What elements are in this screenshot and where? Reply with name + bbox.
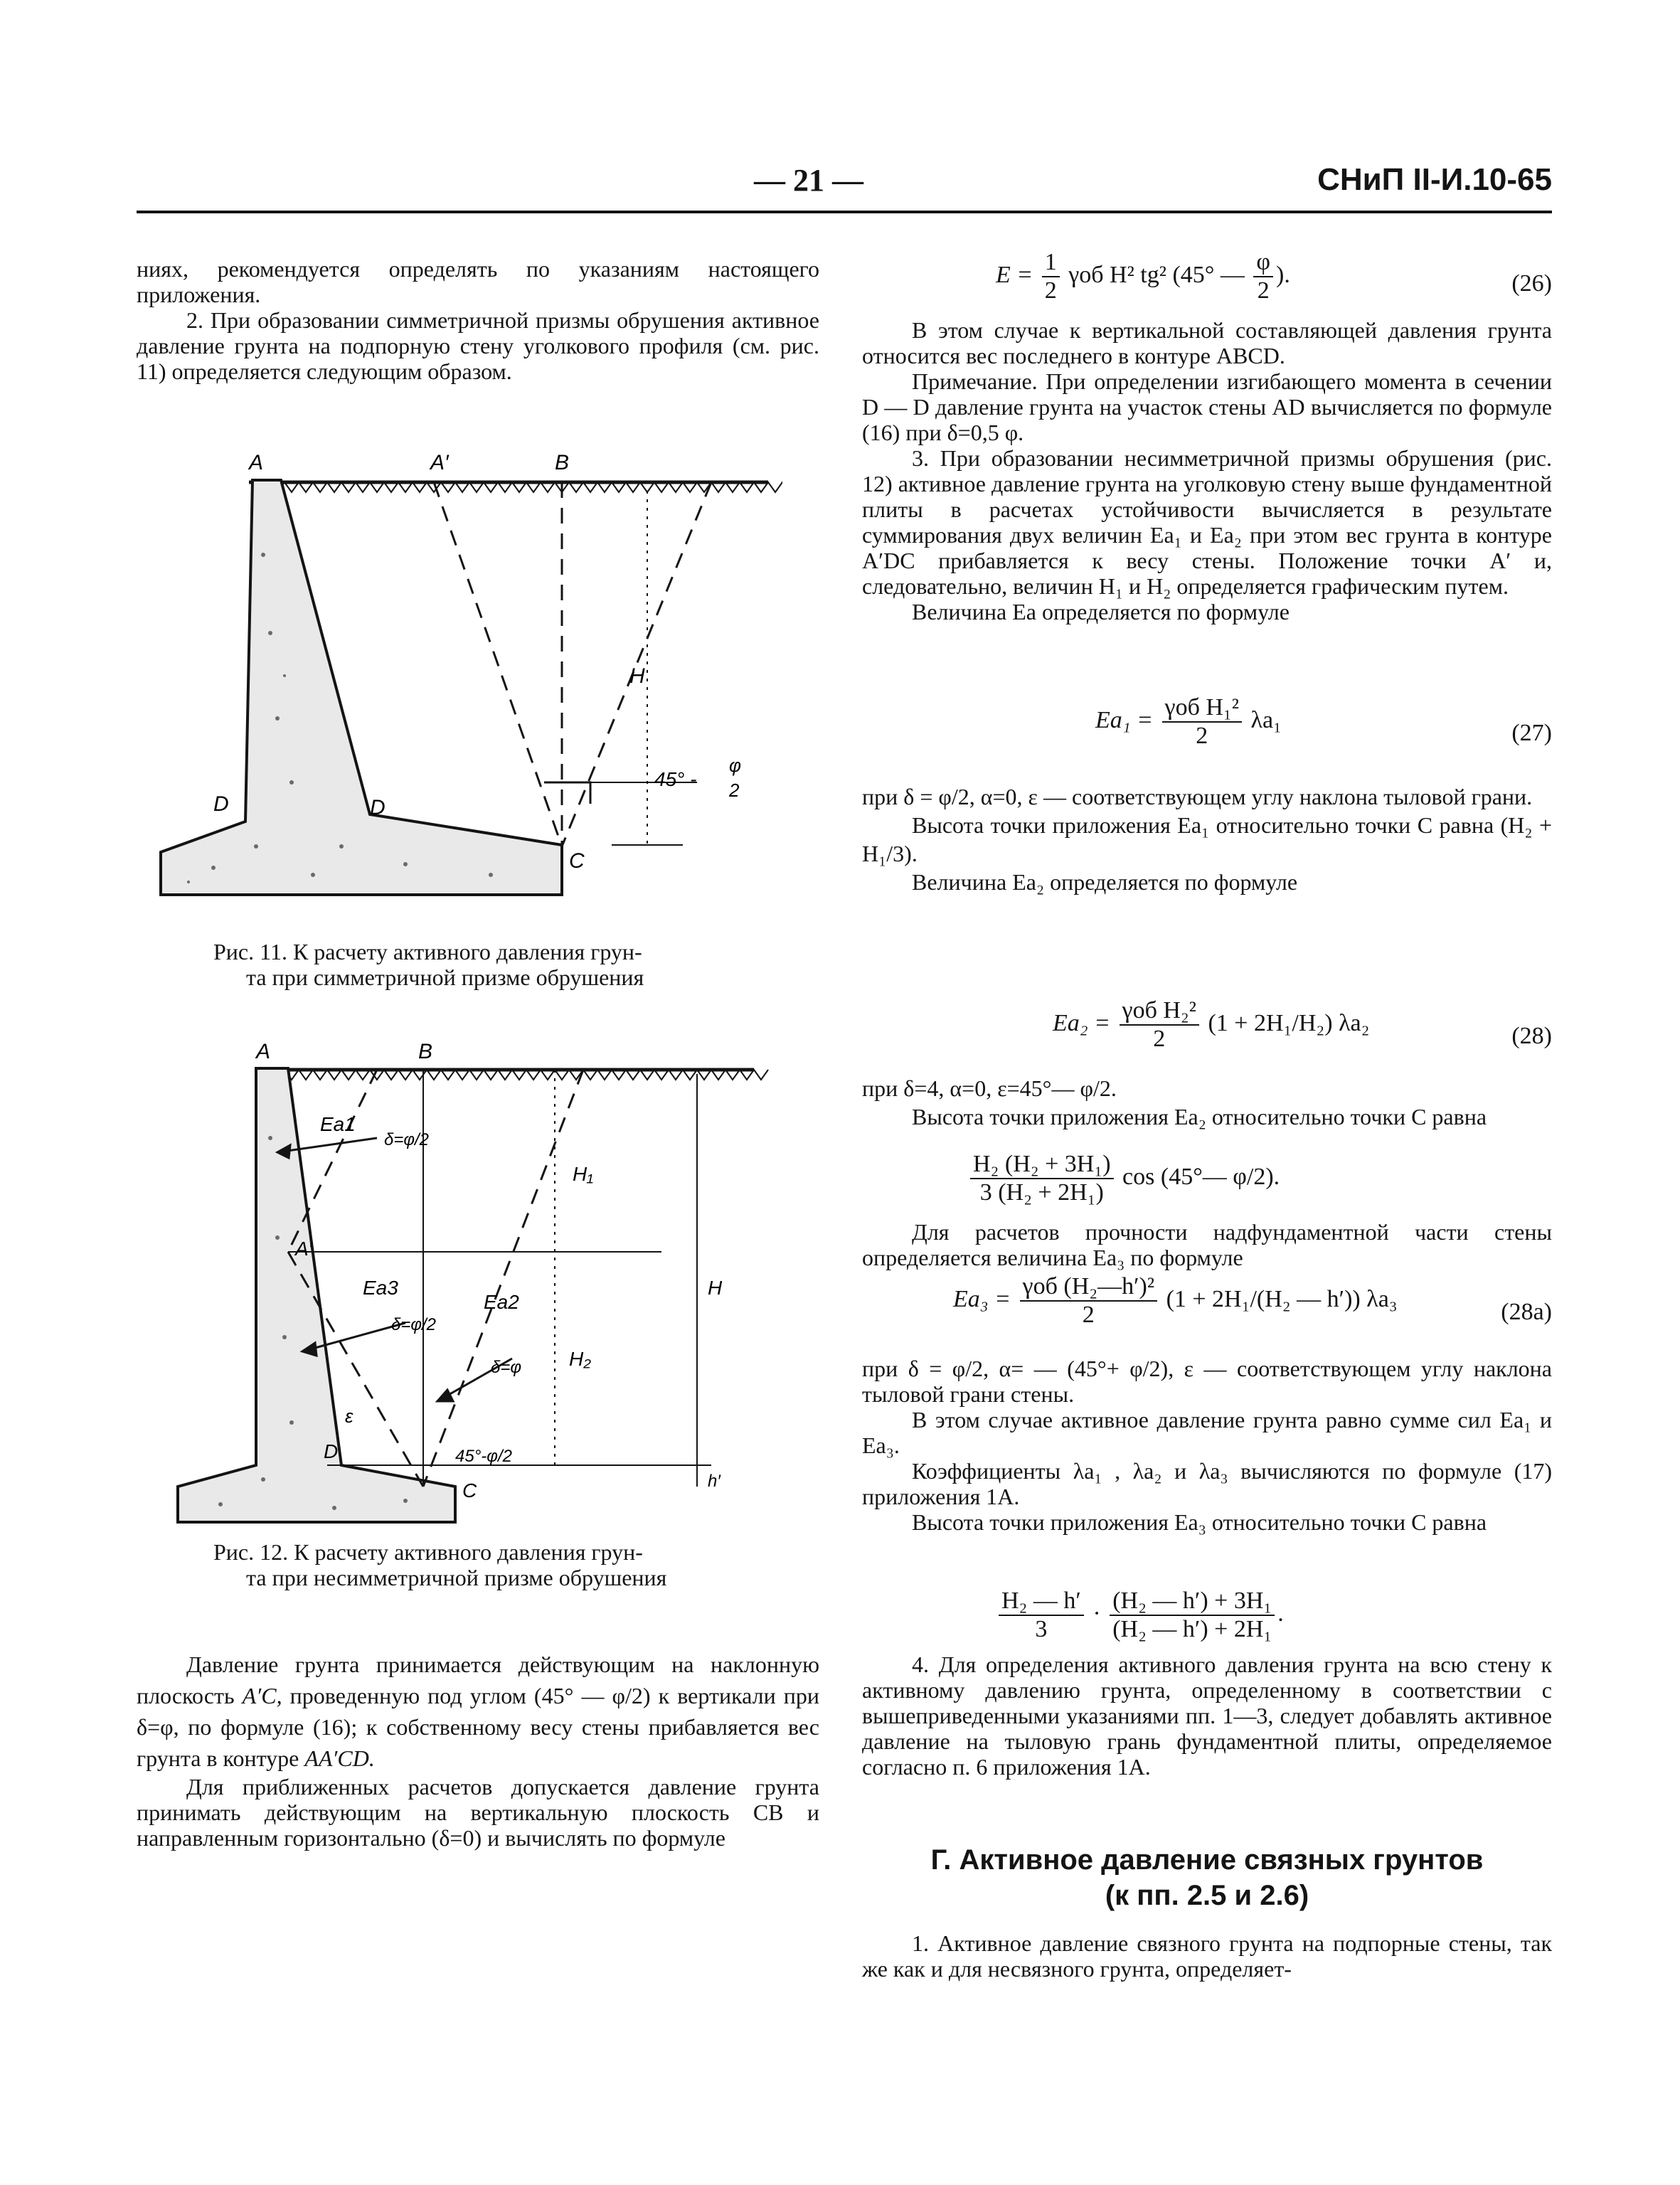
document-code: СНиП II-И.10-65 xyxy=(1317,162,1552,197)
caption-line: та при несимметричной призме обрушения xyxy=(246,1565,667,1590)
label-a: A xyxy=(256,1040,271,1063)
left-bottom-text xyxy=(137,1649,819,1851)
right-text-5 xyxy=(862,1356,1552,1535)
failure-lines xyxy=(434,482,711,846)
paragraph: при δ = φ/2, α=0, ε — соответствующем углу наклона тыловой грани. xyxy=(862,784,1533,809)
equation-number: (27) xyxy=(1511,720,1552,746)
paragraph: Величина Ea определяется по формуле xyxy=(912,599,1290,624)
label-h: H xyxy=(629,664,645,688)
paragraph: Для расчетов прочности надфундаментной части стены определяется величина Ea₃ по формуле xyxy=(862,1219,1552,1270)
note: Примечание. При определении изгибающего момента в сечении D — D давление грунта на участок стены AD вычисляется по формуле (16) при δ=0,5 φ. xyxy=(862,368,1552,445)
paragraph: ниях, рекомендуется определять по указаниям настоящего приложения. xyxy=(137,256,819,307)
wall-body xyxy=(161,480,562,895)
right-text-7 xyxy=(862,1930,1552,1982)
label-d: D xyxy=(213,792,229,816)
figure-12-diagram xyxy=(171,1038,782,1529)
right-text-1 xyxy=(862,317,1552,624)
label-a-prime: A′ xyxy=(430,451,449,474)
label-angle: 45° - xyxy=(654,768,697,790)
label-delta-half: δ=φ/2 xyxy=(384,1130,430,1149)
equation-28a: Ea₃ = $\frac{\text{γоб (H₂—h′)²}}{2}$ (1 + 2H₁/(H₂ — h′)) λa₃ xyxy=(953,1273,1398,1328)
paragraph: Коэффициенты λa₁ , λa₂ и λa₃ вычисляются по формуле (17) приложения 1А. xyxy=(862,1458,1552,1509)
paragraph: 3. При образовании несимметричной призмы обрушения (рис. 12) активное давление грунта на уголковую стену выше фундаментной плиты в расчетах устойчивости вычисляется в результате суммирования двух величин Ea₁ и Ea₂ при этом вес грунта в контуре A′DC прибавляется к весу стены. Положение точки A′ и, следовательно, величин H₁ и H₂ определяется графическим путем. xyxy=(862,445,1552,599)
label-h: H xyxy=(708,1277,723,1299)
paragraph: 1. Активное давление связного грунта на подпорные стены, так же как и для несвязного грунта, определяет- xyxy=(862,1930,1552,1982)
label-a-prime: A′ xyxy=(295,1238,312,1260)
section-heading-line: Г. Активное давление связных грунтов xyxy=(930,1844,1484,1876)
label-b: B xyxy=(555,451,570,474)
label-epsilon: ε xyxy=(345,1405,353,1427)
label-ea2: Ea2 xyxy=(484,1291,519,1313)
section-heading xyxy=(862,1842,1552,1913)
right-text-3 xyxy=(862,1074,1552,1131)
left-top-text xyxy=(137,256,819,384)
paragraph: Для приближенных расчетов допускается давление грунта принимать действующим на вертикальную плоскость CB и направленным горизонтально (δ=0) и вычислять по формуле xyxy=(137,1774,819,1851)
label-h1: H₁ xyxy=(573,1163,594,1185)
label-d: D xyxy=(370,796,386,819)
paragraph: Величина Ea₂ определяется по формуле xyxy=(912,869,1298,895)
figure-11-diagram xyxy=(156,448,782,925)
height-expression-ea2: $\frac{\text{H₂ (H₂ + 3H₁)}}{\text{3 (H₂ + 2H₁)}}$ cos (45°— φ/2). xyxy=(967,1151,1280,1206)
right-text-4 xyxy=(862,1219,1552,1270)
label-c: C xyxy=(569,849,585,873)
label-two: 2 xyxy=(729,780,740,801)
paragraph: Высота точки приложения Ea₂ относительно точки C равна xyxy=(912,1104,1487,1129)
label-delta-half: δ=φ/2 xyxy=(391,1315,437,1334)
paragraph: при δ=4, α=0, ε=45°— φ/2. xyxy=(862,1075,1117,1101)
height-expression-ea3: $\frac{\text{H₂ — h′}}{3}$ · $\frac{\text{(H₂ — h′) + 3H₁}}{\text{(H₂ — h′) + 2H₁}}$ . xyxy=(996,1588,1284,1643)
page-number: — 21 — xyxy=(754,163,863,198)
caption-line: Рис. 12. К расчету активного давления грун- xyxy=(213,1539,643,1565)
equation-number: (28a) xyxy=(1501,1299,1552,1325)
paragraph: В этом случае активное давление грунта равно сумме сил Ea₁ и Ea₃. xyxy=(862,1407,1552,1458)
label-ea1: Ea1 xyxy=(320,1113,356,1135)
label-phi: φ xyxy=(729,755,741,776)
paragraph: В этом случае к вертикальной составляющей давления грунта относится вес последнего в контуре ABCD. xyxy=(862,317,1552,368)
section-heading-line: (к пп. 2.5 и 2.6) xyxy=(1105,1880,1309,1911)
label-c: C xyxy=(462,1479,477,1501)
label-ea3: Ea3 xyxy=(363,1277,398,1299)
label-b: B xyxy=(418,1040,433,1063)
paragraph: Давление грунта принимается действующим на наклонную плоскость A′C, проведенную под углом (45° — φ/2) к вертикали при δ=φ, по формуле (16); к собственному весу стены прибавляется вес грунта в контуре AA′CD. xyxy=(137,1652,820,1771)
label-h-prime: h′ xyxy=(708,1472,721,1491)
equation-27: Ea₁ = $\frac{\text{γоб H₁²}}{2}$ λa₁ xyxy=(1095,694,1282,749)
paragraph: Высота точки приложения Ea₃ относительно точки C равна xyxy=(912,1509,1487,1535)
equation-number: (28) xyxy=(1511,1023,1552,1049)
paragraph: 2. При образовании симметричной призмы обрушения активное давление грунта на подпорную стену уголкового профиля (см. рис. 11) определяется следующим образом. xyxy=(137,307,819,384)
figure-12-caption xyxy=(213,1539,782,1590)
paragraph: при δ = φ/2, α= — (45°+ φ/2), ε — соответствующем углу наклона тыловой грани стены. xyxy=(862,1356,1552,1407)
label-a: A xyxy=(249,451,264,474)
equation-number: (26) xyxy=(1511,270,1552,297)
label-d: D xyxy=(324,1440,339,1462)
header-rule xyxy=(137,211,1552,213)
paragraph: Высота точки приложения Ea₁ относительно точки C равна (H₂ + H₁/3). xyxy=(862,812,1552,866)
caption-line: Рис. 11. К расчету активного давления грун- xyxy=(213,939,642,964)
label-h2: H₂ xyxy=(569,1348,591,1370)
figure-11-caption xyxy=(213,939,782,990)
label-delta-full: δ=φ xyxy=(491,1358,522,1377)
paragraph: 4. Для определения активного давления грунта на всю стену к активному давлению грунта, определенному в соответствии с вышеприведенными указаниями пп. 1—3, следует добавлять активное давление на тыловую грань фундаментной плиты, определяемое согласно п. 6 приложения 1А. xyxy=(862,1652,1552,1780)
equation-28: Ea₂ = $\frac{\text{γоб H₂²}}{2}$ (1 + 2H₁/H₂) λa₂ xyxy=(1053,997,1370,1052)
right-text-2 xyxy=(862,782,1552,896)
equation-26: E = $\frac{1}{2}$ γоб H² tg² (45° — $\frac{\varphi}{2}$ ). xyxy=(996,249,1290,304)
caption-line: та при симметричной призме обрушения xyxy=(246,964,644,990)
label-angle: 45°-φ/2 xyxy=(455,1447,512,1466)
right-text-6 xyxy=(862,1652,1552,1780)
